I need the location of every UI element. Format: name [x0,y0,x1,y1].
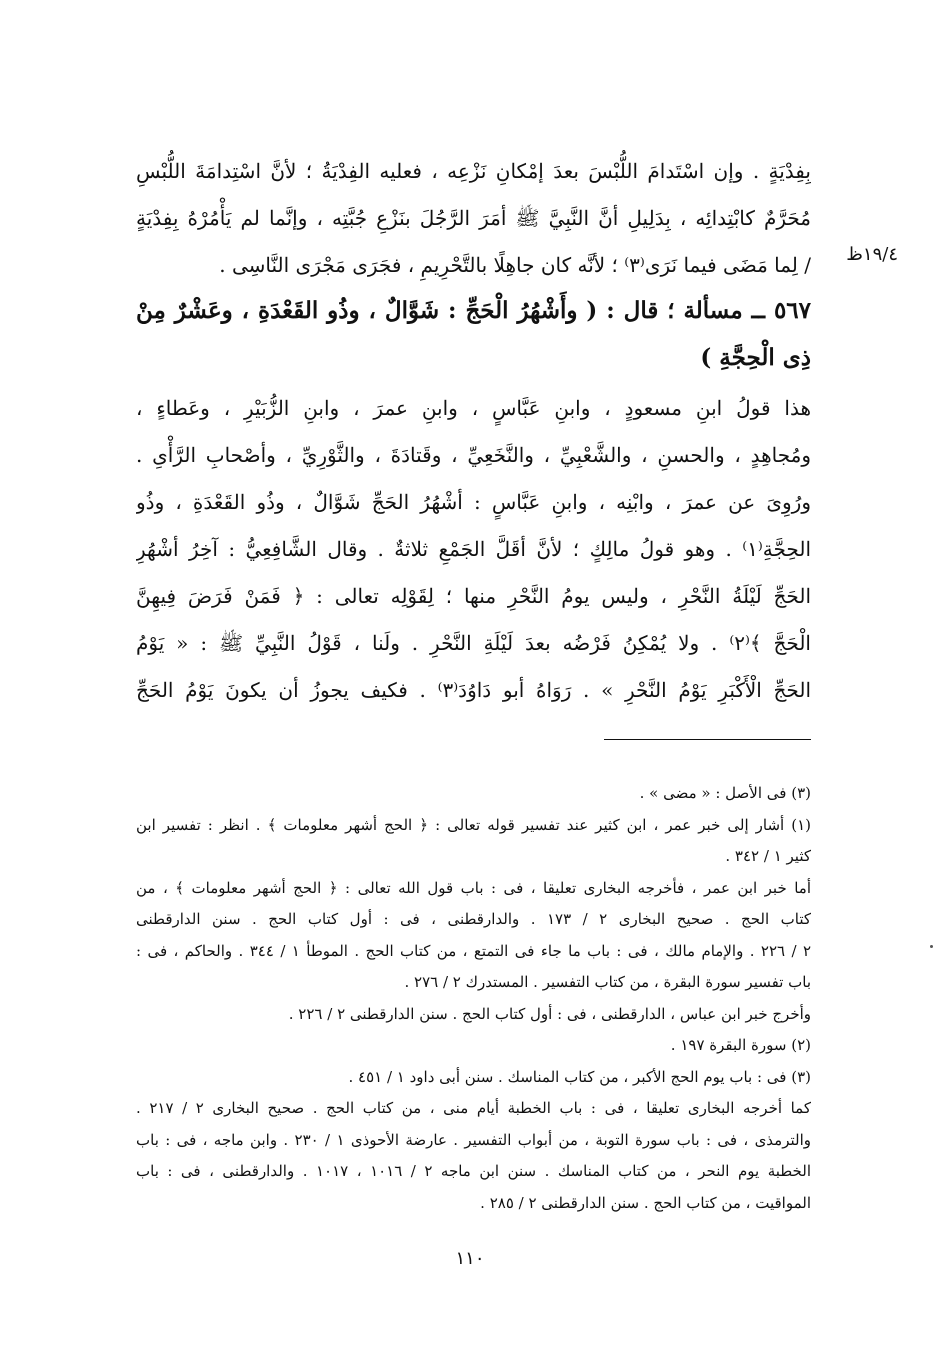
footnote-separator [604,739,811,740]
body-line: / لِما مَضَى فيما نَرَى⁽٣⁾ ؛ لأنَّه كان جاهِلًا بالتَّحْرِيمِ ، فجَرَى مَجْرَى النَّاسِى . [219,253,811,277]
footnotes [136,778,811,1219]
body-line: ومُجاهِدٍ ، والحسنِ ، والشَّعْبِيِّ ، والنَّخَعِيِّ ، وقَتادَةَ ، والثَّوْرِيِّ ، وأصْحابِ الرَّأْىِ . [136,443,811,467]
heading-line: ذِى الْحِجَّةِ ) [700,344,811,371]
footnote-line: كثير ١ / ٣٤٢ . [725,847,811,865]
footnote-line: (٣) فى الأصل : « مضى » . [639,784,811,802]
footnote-line: (٢) سورة البقرة ١٩٧ . [670,1036,811,1054]
body-line: مُحَرَّمٌ كابْتِدائِه ، بِدَلِيلِ أنَّ النَّبِيَّ ﷺ أمَرَ الرَّجُلَ بنَزْعِ جُبَّتِه ، وإنَّما لم يَأْمُرْهُ بِفِدْيَةٍ [136,206,811,230]
footnote-line: أما خبر ابن عمر ، فأخرجه البخارى تعليقا ، فى : باب قول الله تعالى : ﴿ الحج أشهر معلومات ﴾ ، من [136,878,811,897]
footnote-line: (٣) فى : باب يوم الحج الأكبر ، من كتاب المناسك . سنن أبى داود ١ / ٤٥١ . [348,1067,811,1086]
body-line: الحَجِّ لَيْلَةُ النَّحْرِ ، وليس يومُ النَّحْرِ منها ؛ لِقَوْلِه تعالى : ﴿ فَمَنْ فَرَضَ فِيهِنَّ [136,584,811,608]
footnote-line: (١) أشار إلى خبر عمر ، ابن كثير عند تفسير قوله تعالى : ﴿ الحج أشهر معلومات ﴾ . انظر : تفسير ابن [136,815,811,834]
section-heading [136,287,811,381]
body-line: ورُوِىَ عن عمرَ ، وابْنِه ، وابنِ عَبَّاسٍ : أشْهُرُ الحَجِّ شَوَّالٌ ، وذُو القَعْدَةِ ، وذُو [136,490,811,514]
body-line: الحِجَّةِ⁽١⁾ . وهو قولُ مالِكٍ ؛ لأنَّ أقَلَّ الجَمْعِ ثلاثةٌ . وقال الشَّافِعِيُّ : آخِرُ أشْهُرِ [136,537,811,561]
body-text-top [136,148,811,289]
margin-folio-note: ١٩/٤ظ [846,244,898,265]
footnote-line: ٢ / ٢٢٦ . والإمام مالك ، فى : باب ما جاء فى التمتع ، من كتاب الحج . الموطأ ١ / ٣٤٤ . والحاكم ، فى : [136,941,811,960]
body-line: الْحَجَّ ﴾⁽٢⁾ . ولا يُمْكِنُ فَرْضُه بعدَ لَيْلَةِ النَّحْرِ . ولَنا ، قَوْلُ النَّبِيِّ ﷺ : « يَوْمُ [136,631,811,655]
footnote-line: وأخرج خبر ابن عباس ، الدارقطنى ، فى : أول كتاب الحج . سنن الدارقطنى ٢ / ٢٢٦ . [288,1004,811,1023]
footnote-line: كتاب الحج . صحيح البخارى ٢ / ١٧٣ . والدارقطنى ، فى : أول كتاب الحج . سنن الدارقطنى [136,910,811,928]
heading-line: ٥٦٧ ــ مسألة ؛ قال : ( وأَشْهُرُ الْحَجِّ : شَوَّالٌ ، وذُو القَعْدَةِ ، وعَشْرٌ مِنْ [136,297,811,324]
body-text-main [136,385,811,714]
footnote-line: الخطبة يوم النحر ، من كتاب المناسك . سنن ابن ماجه ٢ / ١٠١٦ ، ١٠١٧ . والدارقطنى ، فى : باب [136,1162,811,1180]
body-line: هذا قولُ ابنِ مسعودٍ ، وابنِ عَبَّاسٍ ، وابنِ عمرَ ، وابنِ الزُّبَيْرِ ، وعَطاءٍ ، [136,396,811,420]
footnote-line: كما أخرجه البخارى تعليقا ، فى : باب الخطبة أيام منى ، من كتاب الحج . صحيح البخارى ٢ / ٢١٧ . [136,1099,811,1117]
scan-speck [930,945,933,948]
footnote-line: والترمذى ، فى : باب سورة التوبة ، من أبواب التفسير . عارضة الأحوذى ١ / ٢٣٠ . وابن ماجه ، فى : باب [136,1130,811,1149]
page-number: ١١٠ [455,1248,485,1269]
footnote-line: المواقيت ، من كتاب الحج . سنن الدارقطنى ٢ / ٢٨٥ . [480,1193,811,1212]
body-line: الحَجِّ الْأَكْبَرِ يَوْمُ النَّحْرِ » . رَوَاهُ أبو دَاوُدَ⁽٣⁾ . فكيف يجوزُ أن يكونَ يَوْمُ الحَجِّ [136,678,811,702]
footnote-line: باب تفسير سورة البقرة ، من كتاب التفسير . المستدرك ٢ / ٢٧٦ . [404,973,811,991]
body-line: بِفِدْيَةٍ . وإن اسْتَدامَ اللُّبْسَ بعدَ إمْكانِ نَزْعِه ، فعليه الفِدْيَةُ ؛ لأنَّ اسْتِدامَةَ اللُّبْسِ [136,159,811,183]
